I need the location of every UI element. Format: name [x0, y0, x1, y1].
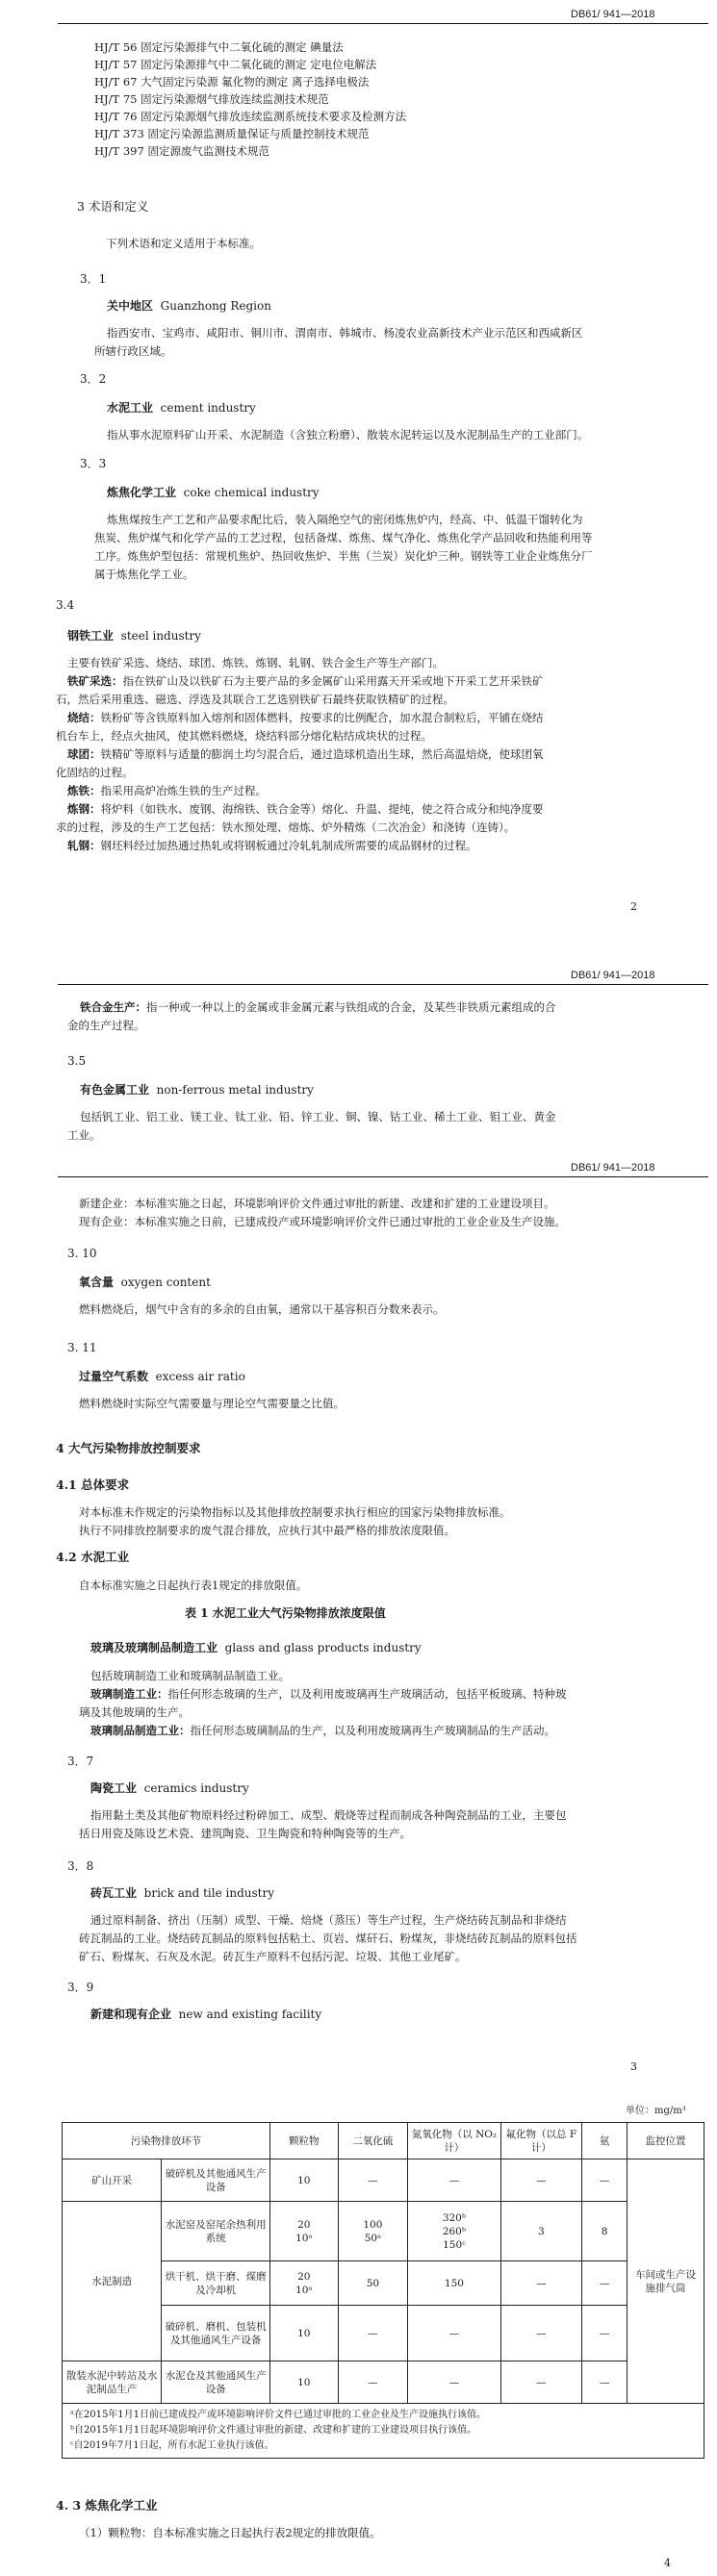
reference-item: HJ/T 67 大气固定污染源 氟化物的测定 离子选择电极法	[94, 75, 370, 88]
cell-so2: —	[338, 2159, 408, 2202]
header-nh3: 氨	[582, 2123, 627, 2159]
section-3-title: 3 术语和定义	[77, 199, 149, 214]
subterm-label: 炼钢：	[67, 802, 101, 816]
term-cn: 炼焦化学工业	[107, 486, 177, 499]
cell-hf: —	[500, 2261, 582, 2306]
subterm-label: 轧钢：	[67, 839, 101, 852]
term-heading	[67, 627, 201, 644]
term-definition: 机台车上，经点火抽风，使其燃料燃烧，烧结料部分熔化粘结成块状的过程。	[56, 729, 432, 743]
term-definition: 通过原料制备、挤出（压制）成型、干燥、焙烧（蒸压）等生产过程，生产烧结砖瓦制品和非烧结	[90, 1913, 567, 1927]
term-definition: 括日用瓷及陈设艺术瓷、建筑陶瓷、卫生陶瓷和特种陶瓷等的生产。	[79, 1827, 411, 1840]
term-definition: 球团：铁精矿等原料与适量的膨润土均匀混合后，通过造球机造出生球，然后高温焙烧，使球团氧	[67, 747, 544, 761]
cell-so2: 100 50ᵃ	[338, 2202, 408, 2261]
page-header-code: DB61/ 941—2018	[571, 1162, 655, 1174]
term-cn: 水泥工业	[107, 401, 154, 415]
subterm-label: 炼铁：	[67, 784, 101, 797]
term-definition: 炼铁：指采用高炉冶炼生铁的生产过程。	[67, 784, 267, 797]
table-note: ᵃ在2015年1月1日前已建成投产或环境影响评价文件已通过审批的工业企业及生产设施执行该值。	[70, 2410, 487, 2420]
term-definition: 化固结的过程。	[56, 766, 134, 779]
term-definition: 炼钢：将炉料（如铁水、废钢、海绵铁、铁合金等）熔化、升温、提纯，使之符合成分和纯净度要	[67, 802, 544, 816]
term-definition: 金的生产过程。	[67, 1019, 145, 1032]
section-4-3-title: 4. 3 炼焦化学工业	[56, 2498, 158, 2513]
term-cn: 氧含量	[79, 1275, 115, 1289]
reference-item: HJ/T 75 固定污染源烟气排放连续监测技术规范	[94, 92, 329, 106]
term-cn: 有色金属工业	[80, 1083, 150, 1097]
cell-sub: 破碎机、磨机、包装机及其他通风生产设备	[162, 2306, 270, 2361]
term-definition: 铁合金生产：指一种或一种以上的金属或非金属元素与铁组成的合金，及某些非铁质元素组成的合	[80, 1000, 556, 1014]
term-definition: 矿石、粉煤灰、石灰及水泥。砖瓦生产原料不包括污泥、垃圾、其他工业尾矿。	[79, 1950, 467, 1963]
term-heading	[80, 1081, 314, 1099]
term-heading	[90, 1639, 422, 1656]
reference-item: HJ/T 373 固定污染源监测质量保证与质量控制技术规范	[94, 127, 370, 140]
subterm-label: 铁合金生产：	[80, 1000, 146, 1014]
table-unit: 单位：mg/m³	[626, 2106, 686, 2116]
header-rule	[58, 984, 708, 985]
term-heading	[79, 1274, 211, 1291]
term-definition: 燃料燃烧时实际空气需要量与理论空气需要量之比值。	[79, 1397, 345, 1410]
term-heading	[90, 1780, 249, 1797]
term-en: cement industry	[160, 401, 256, 415]
term-definition: 铁矿采选：指在铁矿山及以铁矿石为主要产品的多金属矿山采用露天开采或地下开采工艺开采铁矿	[67, 674, 544, 688]
cell-hf: —	[500, 2159, 582, 2202]
page-header-code: DB61/ 941—2018	[571, 9, 655, 20]
term-definition: 炼焦煤按生产工艺和产品要求配比后，装入隔绝空气的密闭炼焦炉内，经高、中、低温干馏转化为	[107, 513, 583, 526]
term-definition: 包括钒工业、铝工业、镁工业、钛工业、铅、锌工业、铜、镍、钴工业、稀土工业、钼工业、黄金	[80, 1110, 556, 1124]
term-definition: 玻璃制品制造工业：指任何形态玻璃制品的生产，以及利用废玻璃再生产玻璃制品的生产活动。	[90, 1724, 555, 1737]
term-definition: 指从事水泥原料矿山开采、水泥制造（含独立粉磨）、散装水泥转运以及水泥制品生产的工业部门。	[107, 428, 589, 442]
term-number: 3．7	[67, 1755, 94, 1768]
table-row	[63, 2159, 704, 2202]
term-cn: 陶瓷工业	[90, 1781, 138, 1795]
cell-pm: 20 10ᵃ	[270, 2261, 338, 2306]
paragraph: 现有企业：本标准实施之日前，已建成投产或环境影响评价文件已通过审批的工业企业及生产设施。	[79, 1215, 566, 1228]
paragraph: （1）颗粒物：自本标准实施之日起执行表2规定的排放限值。	[79, 2526, 381, 2539]
cell-so2: 50	[338, 2261, 408, 2306]
term-heading	[90, 2006, 321, 2023]
header-rule	[58, 23, 708, 24]
term-en: ceramics industry	[143, 1781, 249, 1795]
term-definition: 包括玻璃制造工业和玻璃制品制造工业。	[90, 1669, 290, 1682]
term-number: 3．2	[80, 372, 107, 386]
term-en: coke chemical industry	[183, 486, 320, 499]
term-number: 3. 10	[67, 1247, 97, 1260]
cell-hf: —	[500, 2361, 582, 2404]
section-4-title: 4 大气污染物排放控制要求	[56, 1441, 201, 1455]
cell-so2: —	[338, 2361, 408, 2404]
header-nox: 氮氧化物（以 NO₂ 计）	[408, 2123, 500, 2159]
term-number: 3.4	[56, 598, 75, 612]
paragraph: 自本标准实施之日起执行表1规定的排放限值。	[79, 1578, 308, 1592]
term-definition: 指西安市、宝鸡市、咸阳市、铜川市、渭南市、韩城市、杨凌农业高新技术产业示范区和西咸新区	[107, 326, 583, 340]
cell-nh3: —	[582, 2361, 627, 2404]
term-number: 3．1	[80, 272, 107, 286]
table-note: ᵇ自2015年1月1日起环境影响评价文件通过审批的新建、改建和扩建的工业建设项目执行该值。	[70, 2425, 477, 2436]
term-en: Guanzhong Region	[160, 299, 271, 313]
cell-category: 水泥制造	[63, 2202, 162, 2361]
term-definition: 璃及其他玻璃的生产。	[79, 1705, 190, 1719]
cell-hf: —	[500, 2306, 582, 2361]
term-en: brick and tile industry	[143, 1886, 274, 1900]
cell-nox: 150	[408, 2261, 500, 2306]
term-cn: 砖瓦工业	[90, 1886, 138, 1900]
table-notes-row	[63, 2404, 704, 2459]
term-definition: 属于炼焦化学工业。	[94, 568, 194, 581]
term-definition: 燃料燃烧后，烟气中含有的多余的自由氧，通常以干基容积百分数来表示。	[79, 1302, 445, 1316]
term-en: oxygen content	[120, 1275, 211, 1289]
term-en: glass and glass products industry	[224, 1641, 422, 1654]
header-hf: 氟化物（以总 F 计）	[500, 2123, 582, 2159]
reference-item: HJ/T 76 固定污染源烟气排放连续监测系统技术要求及检测方法	[94, 110, 407, 123]
term-heading	[90, 1884, 274, 1902]
cell-so2: —	[338, 2306, 408, 2361]
term-number: 3．3	[80, 457, 107, 470]
term-cn: 玻璃及玻璃制品制造工业	[90, 1641, 218, 1654]
table-header-row	[63, 2123, 704, 2159]
term-definition: 玻璃制造工业：指任何形态玻璃的生产，以及利用废玻璃再生产玻璃活动，包括平板玻璃、特种玻	[90, 1687, 567, 1701]
cell-category: 散装水泥中转站及水泥制品生产	[63, 2361, 162, 2404]
paragraph: 执行不同排放控制要求的废气混合排放，应执行其中最严格的排放浓度限值。	[79, 1524, 455, 1537]
term-definition: 求的过程，涉及的生产工艺包括：铁水预处理、熔炼、炉外精炼（二次冶金）和浇铸（连铸）。	[56, 821, 516, 834]
header-rule	[58, 1176, 708, 1177]
header-so2: 二氧化硫	[338, 2123, 408, 2159]
cell-nox: —	[408, 2159, 500, 2202]
section-3-intro: 下列术语和定义适用于本标准。	[106, 237, 261, 250]
section-4-2-title: 4.2 水泥工业	[56, 1550, 130, 1564]
term-cn: 过量空气系数	[79, 1370, 149, 1383]
term-number: 3．8	[67, 1859, 94, 1873]
reference-item: HJ/T 397 固定源废气监测技术规范	[94, 144, 269, 158]
term-definition: 石，然后采用重选、磁选、浮选及其联合工艺选别铁矿石最终获取铁精矿的过程。	[56, 693, 454, 706]
cell-sub: 水泥窑及窑尾余热利用系统	[162, 2202, 270, 2261]
reference-item: HJ/T 56 固定污染源排气中二氧化硫的测定 碘量法	[94, 40, 344, 54]
term-definition: 主要有铁矿采选、烧结、球团、炼铁、炼钢、轧钢、铁合金生产等生产部门。	[67, 656, 444, 669]
term-cn: 钢铁工业	[67, 629, 115, 643]
paragraph: 新建企业：本标准实施之日起，环境影响评价文件通过审批的新建、改建和扩建的工业建设项目。	[79, 1197, 555, 1210]
term-number: 3．9	[67, 1981, 94, 1994]
term-en: non-ferrous metal industry	[156, 1083, 314, 1097]
term-definition: 烧结：铁粉矿等含铁原料加入熔剂和固体燃料，按要求的比例配合，加水混合制粒后，平铺在烧结	[67, 711, 544, 724]
cell-location: 车间或生产设施排气筒	[627, 2159, 704, 2404]
header-stage: 污染物排放环节	[63, 2123, 270, 2159]
subterm-label: 玻璃制品制造工业：	[90, 1724, 191, 1737]
cell-pm: 10	[270, 2361, 338, 2404]
cell-nox: —	[408, 2306, 500, 2361]
cell-hf: 3	[500, 2202, 582, 2261]
subterm-label: 铁矿采选：	[67, 674, 123, 688]
cell-nh3: 8	[582, 2202, 627, 2261]
table-notes	[63, 2404, 704, 2459]
emission-limits-table	[62, 2122, 704, 2459]
term-number: 3.5	[67, 1054, 87, 1068]
table-note: ᶜ自2019年7月1日起，所有水泥工业执行该值。	[70, 2440, 274, 2451]
term-heading	[107, 484, 320, 501]
term-definition: 砖瓦制品的工业。烧结砖瓦制品的原料包括粘土、页岩、煤矸石、粉煤灰，非烧结砖瓦制品的原料包括	[79, 1932, 577, 1945]
table-1-caption: 表 1 水泥工业大气污染物排放浓度限值	[185, 1606, 386, 1620]
header-location: 监控位置	[627, 2123, 704, 2159]
term-en: new and existing facility	[178, 2008, 322, 2021]
page-header-code: DB61/ 941—2018	[571, 970, 655, 981]
term-heading	[107, 297, 271, 315]
cell-pm: 10	[270, 2159, 338, 2202]
reference-item: HJ/T 57 固定污染源排气中二氧化硫的测定 定电位电解法	[94, 58, 377, 71]
subterm-label: 烧结：	[67, 711, 101, 724]
cell-category: 矿山开采	[63, 2159, 162, 2202]
term-en: steel industry	[120, 629, 201, 643]
term-en: excess air ratio	[155, 1370, 245, 1383]
term-definition: 工业。	[67, 1128, 101, 1142]
cell-sub: 烘干机、烘干磨、煤磨及冷却机	[162, 2261, 270, 2306]
table-row	[63, 2361, 704, 2404]
paragraph: 对本标准未作规定的污染物指标以及其他排放控制要求执行相应的国家污染物排放标准。	[79, 1505, 511, 1519]
term-definition: 焦炭、焦炉煤气和化学产品的工艺过程，包括备煤、炼焦、煤气净化、炼焦化学产品回收和热能利用等	[94, 531, 593, 544]
header-pm: 颗粒物	[270, 2123, 338, 2159]
cell-sub: 破碎机及其他通风生产设备	[162, 2159, 270, 2202]
section-4-1-title: 4.1 总体要求	[56, 1477, 130, 1492]
term-definition: 所辖行政区域。	[94, 344, 172, 358]
cell-nh3: —	[582, 2306, 627, 2361]
cell-sub: 水泥仓及其他通风生产设备	[162, 2361, 270, 2404]
table-row	[63, 2202, 704, 2261]
cell-nox: 320ᵇ 260ᵇ 150ᶜ	[408, 2202, 500, 2261]
page-number: 2	[630, 900, 637, 913]
term-heading	[79, 1368, 245, 1385]
cell-pm: 10	[270, 2306, 338, 2361]
page-number: 3	[630, 2060, 637, 2073]
term-heading	[107, 399, 256, 417]
page-number: 4	[664, 2557, 671, 2569]
term-cn: 新建和现有企业	[90, 2008, 172, 2021]
term-number: 3. 11	[67, 1341, 97, 1354]
subterm-label: 玻璃制造工业：	[90, 1687, 168, 1701]
cell-nh3: —	[582, 2159, 627, 2202]
subterm-label: 球团：	[67, 747, 101, 761]
cell-pm: 20 10ᵃ	[270, 2202, 338, 2261]
term-definition: 工序。炼焦炉型包括：常规机焦炉、热回收焦炉、半焦（兰炭）炭化炉三种。钢铁等工业企业炼焦分厂	[94, 549, 593, 563]
term-definition: 指用黏土类及其他矿物原料经过粉碎加工、成型、煅烧等过程而制成各种陶瓷制品的工业，主要包	[90, 1808, 567, 1822]
cell-nh3: —	[582, 2261, 627, 2306]
term-definition: 轧钢：钢坯料经过加热通过热轧或将钢板通过冷轧轧制成所需要的成品钢材的过程。	[67, 839, 477, 852]
term-cn: 关中地区	[107, 299, 154, 313]
cell-nox: —	[408, 2361, 500, 2404]
